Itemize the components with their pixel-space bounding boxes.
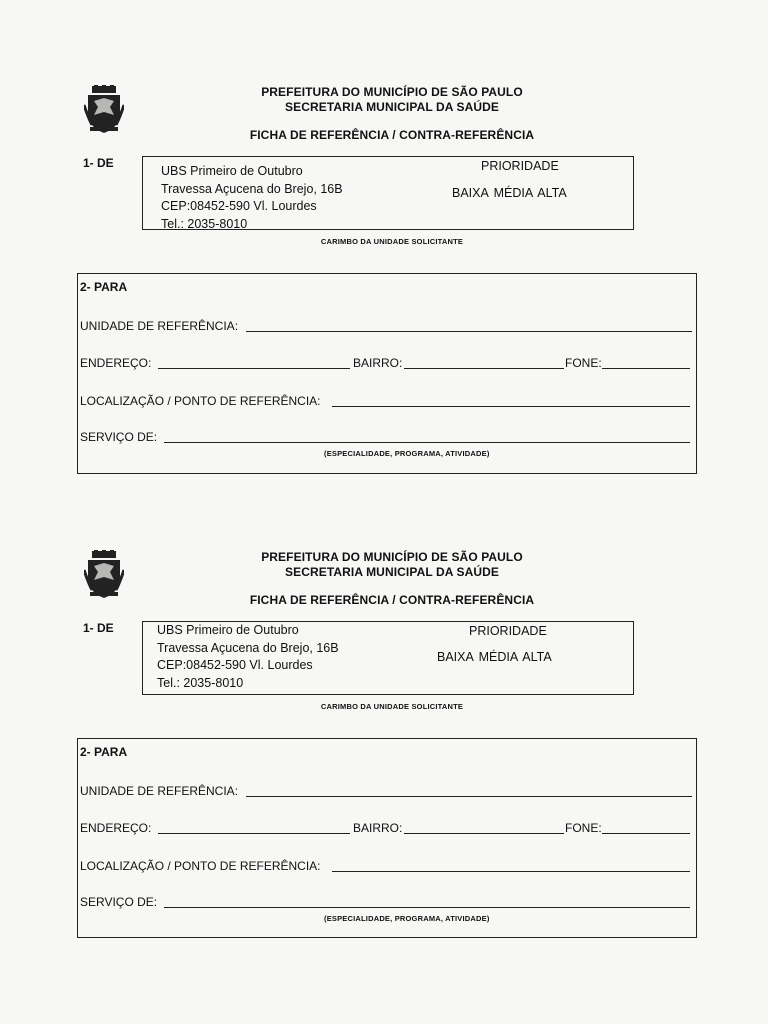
stamp-caption-text: CARIMBO DA UNIDADE SOLICITANTE <box>320 237 464 246</box>
unit-phone: Tel.: 2035-8010 <box>157 675 244 690</box>
fone-field[interactable] <box>602 833 690 834</box>
endereco-label: ENDEREÇO: <box>80 356 152 370</box>
bairro-label: BAIRRO: <box>353 356 403 370</box>
endereco-field[interactable] <box>158 833 350 834</box>
requesting-unit-address <box>161 163 343 233</box>
requesting-unit-stamp-box <box>142 621 634 695</box>
priority-options[interactable]: BAIXA MÉDIA ALTA <box>437 650 552 664</box>
localizacao-field[interactable] <box>332 406 690 407</box>
to-section-label: 2- PARA <box>80 745 128 759</box>
unit-name: UBS Primeiro de Outubro <box>161 164 303 178</box>
requesting-unit-stamp-box <box>142 156 634 230</box>
unidade-label: UNIDADE DE REFERÊNCIA: <box>80 319 239 333</box>
unit-street: Travessa Açucena do Brejo, 16B <box>157 640 339 655</box>
servico-label: SERVIÇO DE: <box>80 895 158 909</box>
form-title: FICHA DE REFERÊNCIA / CONTRA-REFERÊNCIA <box>249 593 535 607</box>
stamp-caption <box>0 702 768 711</box>
header-line-1: PREFEITURA DO MUNICÍPIO DE SÃO PAULO <box>261 550 523 564</box>
header-line-2: SECRETARIA MUNICIPAL DA SAÚDE <box>284 565 500 579</box>
servico-field[interactable] <box>164 442 690 443</box>
bairro-label: BAIRRO: <box>353 821 403 835</box>
servico-caption: (ESPECIALIDADE, PROGRAMA, ATIVIDADE) <box>324 914 490 923</box>
fone-label: FONE: <box>565 356 602 370</box>
priority-title: PRIORIDADE <box>481 159 559 173</box>
unit-phone: Tel.: 2035-8010 <box>161 216 248 231</box>
to-section-label: 2- PARA <box>80 280 128 294</box>
endereco-field[interactable] <box>158 368 350 369</box>
from-section-label: 1- DE <box>83 156 114 170</box>
header-line-1: PREFEITURA DO MUNICÍPIO DE SÃO PAULO <box>261 85 523 99</box>
destination-box <box>77 738 697 938</box>
servico-caption: (ESPECIALIDADE, PROGRAMA, ATIVIDADE) <box>324 449 490 458</box>
from-section-label: 1- DE <box>83 621 114 635</box>
fone-field[interactable] <box>602 368 690 369</box>
endereco-label: ENDEREÇO: <box>80 821 152 835</box>
priority-title: PRIORIDADE <box>469 624 547 638</box>
unidade-field[interactable] <box>246 796 692 797</box>
destination-box <box>77 273 697 474</box>
stamp-caption-text: CARIMBO DA UNIDADE SOLICITANTE <box>320 702 464 711</box>
unit-name: UBS Primeiro de Outubro <box>157 623 299 637</box>
priority-options[interactable]: BAIXA MÉDIA ALTA <box>452 186 567 200</box>
unit-cep: CEP:08452-590 Vl. Lourdes <box>157 658 313 672</box>
requesting-unit-address <box>157 622 339 692</box>
fone-label: FONE: <box>565 821 602 835</box>
unidade-field[interactable] <box>246 331 692 332</box>
header-line-2: SECRETARIA MUNICIPAL DA SAÚDE <box>284 100 500 114</box>
bairro-field[interactable] <box>404 833 564 834</box>
form-title: FICHA DE REFERÊNCIA / CONTRA-REFERÊNCIA <box>249 128 535 142</box>
servico-label: SERVIÇO DE: <box>80 430 158 444</box>
bairro-field[interactable] <box>404 368 564 369</box>
localizacao-field[interactable] <box>332 871 690 872</box>
stamp-caption <box>0 237 768 246</box>
localizacao-label: LOCALIZAÇÃO / PONTO DE REFERÊNCIA: <box>80 859 321 873</box>
unit-street: Travessa Açucena do Brejo, 16B <box>161 181 343 196</box>
referral-form-2 <box>0 465 768 945</box>
localizacao-label: LOCALIZAÇÃO / PONTO DE REFERÊNCIA: <box>80 394 321 408</box>
unit-cep: CEP:08452-590 Vl. Lourdes <box>161 199 317 213</box>
referral-form-1 <box>0 0 768 480</box>
unidade-label: UNIDADE DE REFERÊNCIA: <box>80 784 239 798</box>
servico-field[interactable] <box>164 907 690 908</box>
